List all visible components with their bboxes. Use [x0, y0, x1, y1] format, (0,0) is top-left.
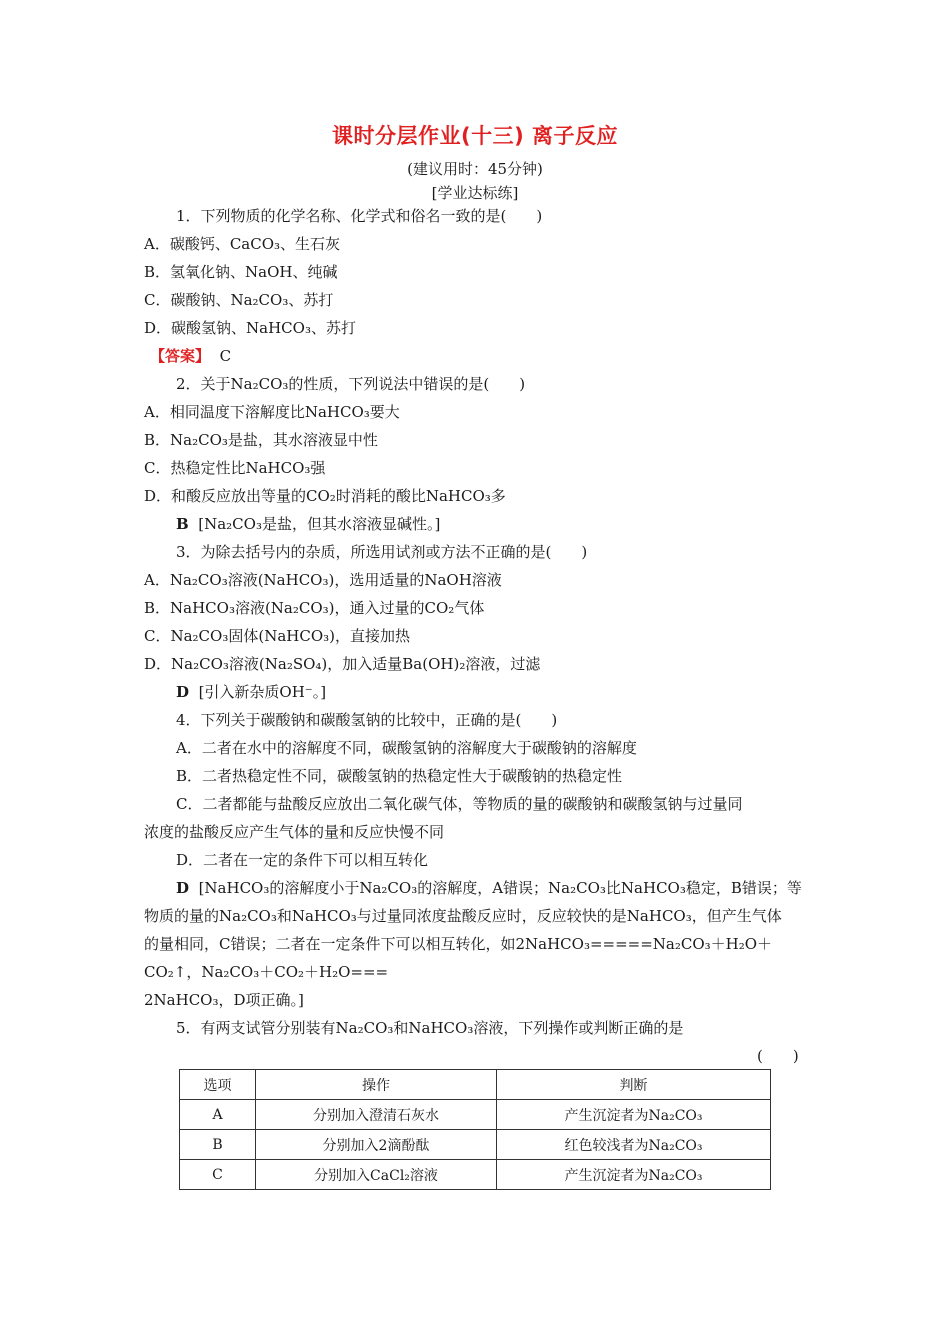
q4-explanation-line2: 物质的量的Na₂CO₃和NaHCO₃与过量同浓度盐酸反应时，反应较快的是NaHCO₃，但产生气体 [144, 907, 782, 925]
table-header-row [180, 1070, 771, 1100]
q2-stem: 2．关于Na₂CO₃的性质，下列说法中错误的是( ) [176, 375, 526, 393]
q4-option-b: B．二者热稳定性不同，碳酸氢钠的热稳定性大于碳酸钠的热稳定性 [176, 767, 623, 785]
q3-option-b: B．NaHCO₃溶液(Na₂CO₃)，通入过量的CO₂气体 [144, 599, 485, 617]
page-title: 课时分层作业(十三) 离子反应 [331, 124, 618, 148]
table-cell: 产生沉淀者为Na₂CO₃ [497, 1100, 771, 1130]
q1-stem: 1．下列物质的化学名称、化学式和俗名一致的是( ) [176, 207, 543, 225]
table-row [180, 1130, 771, 1160]
answer-label: 【答案】 [150, 347, 211, 365]
table-cell: C [180, 1160, 256, 1190]
q4-answer-row [176, 878, 802, 898]
q4-explanation-line1: [NaHCO₃的溶解度小于Na₂CO₃的溶解度，A错误；Na₂CO₃比NaHCO₃稳定，B错误；等 [198, 879, 802, 897]
q4-explanation-line4: CO₂↑，Na₂CO₃＋CO₂＋H₂O=== [144, 963, 389, 981]
q1-option-a: A．碳酸钙、CaCO₃、生石灰 [144, 235, 341, 253]
q2-option-d: D．和酸反应放出等量的CO₂时消耗的酸比NaHCO₃多 [144, 487, 506, 505]
q2-option-c: C．热稳定性比NaHCO₃强 [144, 459, 326, 477]
table-cell: 分别加入澄清石灰水 [256, 1100, 497, 1130]
q1-option-d: D．碳酸氢钠、NaHCO₃、苏打 [144, 319, 356, 337]
table-header: 选项 [180, 1070, 256, 1100]
table-cell: B [180, 1130, 256, 1160]
q1-option-b: B．氢氧化钠、NaOH、纯碱 [144, 263, 338, 281]
q4-stem: 4．下列关于碳酸钠和碳酸氢钠的比较中，正确的是( ) [176, 711, 558, 729]
table-cell: 分别加入2滴酚酞 [256, 1130, 497, 1160]
q3-option-d: D．Na₂CO₃溶液(Na₂SO₄)，加入适量Ba(OH)₂溶液，过滤 [144, 655, 541, 673]
table-row [180, 1100, 771, 1130]
q2-option-a: A．相同温度下溶解度比NaHCO₃要大 [144, 403, 400, 421]
q5-options-table [179, 1069, 771, 1190]
q3-option-c: C．Na₂CO₃固体(NaHCO₃)，直接加热 [144, 627, 410, 645]
q3-explanation: [引入新杂质OH⁻。] [198, 683, 327, 701]
q4-explanation-line3: 的量相同，C错误；二者在一定条件下可以相互转化，如2NaHCO₃=====Na₂CO₃＋H₂O＋ [144, 935, 773, 953]
q3-answer: D [176, 683, 190, 701]
suggested-time: (建议用时：45分钟) [407, 160, 543, 178]
q1-answer-row [150, 346, 231, 366]
section-heading: [学业达标练] [431, 184, 519, 202]
q4-explanation-line5: 2NaHCO₃，D项正确。] [144, 991, 304, 1009]
q2-option-b: B．Na₂CO₃是盐，其水溶液显中性 [144, 431, 378, 449]
q2-answer-row [176, 514, 440, 534]
q4-option-a: A．二者在水中的溶解度不同，碳酸氢钠的溶解度大于碳酸钠的溶解度 [176, 739, 637, 757]
q1-answer: C [219, 347, 232, 365]
q2-explanation: [Na₂CO₃是盐，但其水溶液显碱性。] [198, 515, 441, 533]
table-header: 判断 [497, 1070, 771, 1100]
q4-option-d: D．二者在一定的条件下可以相互转化 [176, 851, 429, 869]
q3-answer-row [176, 682, 326, 702]
table-cell: 分别加入CaCl₂溶液 [256, 1160, 497, 1190]
q4-option-c-line2: 浓度的盐酸反应产生气体的量和反应快慢不同 [144, 823, 445, 841]
q1-option-c: C．碳酸钠、Na₂CO₃、苏打 [144, 291, 334, 309]
q3-option-a: A．Na₂CO₃溶液(NaHCO₃)，选用适量的NaOH溶液 [144, 571, 502, 589]
q5-answer-blank: ( ) [757, 1047, 799, 1065]
table-cell: 红色较浅者为Na₂CO₃ [497, 1130, 771, 1160]
q3-stem: 3．为除去括号内的杂质，所选用试剂或方法不正确的是( ) [176, 543, 588, 561]
q4-answer: D [176, 879, 190, 897]
q4-option-c-line1: C．二者都能与盐酸反应放出二氧化碳气体，等物质的量的碳酸钠和碳酸氢钠与过量同 [176, 795, 743, 813]
table-cell: 产生沉淀者为Na₂CO₃ [497, 1160, 771, 1190]
table-cell: A [180, 1100, 256, 1130]
table-row [180, 1160, 771, 1190]
table-header: 操作 [256, 1070, 497, 1100]
q2-answer: B [176, 515, 189, 533]
q5-stem: 5．有两支试管分别装有Na₂CO₃和NaHCO₃溶液，下列操作或判断正确的是 [176, 1019, 684, 1037]
